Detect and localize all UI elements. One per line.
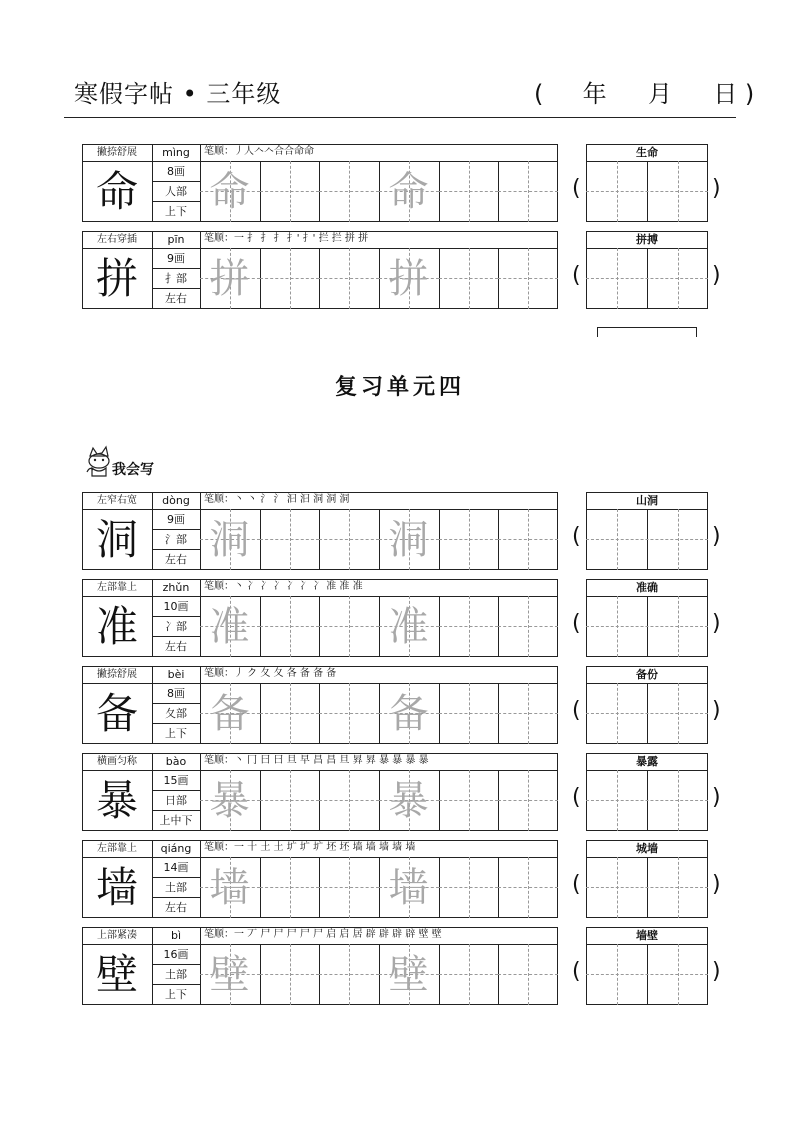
date-close-paren: )	[744, 80, 755, 108]
practice-word: 山洞	[636, 494, 658, 507]
strokes-label: 笔顺：	[204, 668, 234, 679]
paren-open: (	[572, 263, 581, 288]
radical: 夂部	[165, 707, 187, 720]
paren-open: (	[572, 872, 581, 897]
model-character: 备	[95, 689, 138, 738]
stroke-count: 14画	[163, 861, 189, 874]
practice-word: 生命	[636, 146, 658, 159]
radical: 日部	[165, 794, 187, 807]
radical: 氵部	[165, 533, 187, 546]
pinyin: qiáng	[160, 842, 192, 855]
model-character: 准	[95, 602, 138, 651]
trace-character: 壁	[209, 952, 250, 998]
strokes-label: 笔顺：	[204, 233, 234, 244]
stroke-count: 15画	[163, 774, 189, 787]
practice-word: 准确	[636, 581, 658, 594]
trace-character: 命	[388, 169, 429, 215]
stroke-order: 一 丆 尸 尸 尸 尸 尸 启 启 居 辟 辟 辟 辟 壁 壁	[234, 929, 442, 940]
structure: 左右	[165, 553, 187, 566]
stroke-count: 8画	[167, 687, 185, 700]
strokes-label: 笔顺：	[204, 146, 234, 157]
trace-character: 暴	[388, 778, 429, 824]
model-character: 拼	[95, 254, 138, 303]
practice-row	[82, 840, 722, 918]
trace-character: 备	[388, 691, 429, 737]
pinyin: pīn	[167, 233, 185, 246]
writing-tip: 撇捺舒展	[97, 147, 137, 158]
strokes-label: 笔顺：	[204, 494, 234, 505]
pinyin: bì	[170, 929, 182, 942]
paren-close: )	[712, 524, 721, 549]
trace-character: 洞	[209, 517, 250, 563]
stroke-count: 16画	[163, 948, 189, 961]
trace-character: 墙	[388, 865, 429, 911]
stroke-order: 丿 ク 夂 夂 各 备 备 备	[234, 668, 337, 679]
structure: 左右	[165, 901, 187, 914]
paren-open: (	[572, 524, 581, 549]
stroke-count: 8画	[167, 165, 185, 178]
paren-close: )	[712, 872, 721, 897]
structure: 左右	[165, 640, 187, 653]
write-section-label: 我会写	[112, 462, 154, 478]
paren-open: (	[572, 176, 581, 201]
structure: 上中下	[159, 814, 193, 827]
trace-character: 命	[209, 169, 250, 215]
practice-row	[82, 666, 722, 744]
paren-open: (	[572, 785, 581, 810]
pinyin: dòng	[162, 494, 190, 507]
strokes-label: 笔顺：	[204, 755, 234, 766]
writing-tip: 左窄右宽	[97, 495, 137, 506]
practice-row	[82, 927, 722, 1005]
practice-row	[82, 492, 722, 570]
model-character: 命	[95, 167, 138, 216]
model-character: 墙	[95, 863, 138, 912]
paren-open: (	[572, 698, 581, 723]
section-title: 复习单元四	[334, 374, 465, 400]
stroke-count: 9画	[167, 513, 185, 526]
practice-word: 暴露	[636, 755, 658, 768]
radical: 冫部	[165, 620, 187, 633]
structure: 左右	[165, 292, 187, 305]
paren-open: (	[572, 959, 581, 984]
radical: 人部	[165, 185, 187, 198]
stroke-order: 丶 冂 曰 曰 旦 早 昌 昌 旦 昪 昪 暴 暴 暴 暴	[234, 755, 429, 766]
writing-tip: 撇捺舒展	[97, 669, 137, 680]
page-title: 寒假字帖 • 三年级	[74, 80, 282, 108]
practice-row	[82, 231, 722, 309]
practice-row	[82, 579, 722, 657]
cat-mascot-icon	[84, 444, 114, 478]
date-month-label: 月	[647, 80, 672, 108]
tab-marker	[597, 327, 697, 337]
writing-tip: 左右穿插	[97, 234, 137, 245]
trace-character: 拼	[388, 256, 429, 302]
pinyin: bèi	[167, 668, 185, 681]
stroke-count: 9画	[167, 252, 185, 265]
trace-character: 拼	[209, 256, 250, 302]
header-divider	[64, 117, 736, 118]
practice-word: 城墙	[636, 842, 658, 855]
structure: 上下	[165, 727, 187, 740]
paren-close: )	[712, 176, 721, 201]
stroke-order: 一 扌 扌 扌 扌' 扌' 拦 拦 拼 拼	[234, 233, 369, 244]
writing-tip: 横画匀称	[97, 756, 137, 767]
trace-character: 壁	[388, 952, 429, 998]
model-character: 暴	[95, 776, 138, 825]
date-day-label: 日	[713, 80, 738, 108]
trace-character: 备	[209, 691, 250, 737]
date-year-label: 年	[582, 80, 607, 108]
paren-close: )	[712, 611, 721, 636]
stroke-count: 10画	[163, 600, 189, 613]
radical: 土部	[165, 968, 187, 981]
practice-row	[82, 144, 722, 222]
model-character: 洞	[95, 515, 138, 564]
paren-close: )	[712, 263, 721, 288]
writing-tip: 左部靠上	[97, 843, 137, 854]
paren-close: )	[712, 959, 721, 984]
structure: 上下	[165, 205, 187, 218]
stroke-order: 丶 冫 冫 冫 冫 冫 冫 准 准 准	[234, 581, 363, 592]
practice-row	[82, 753, 722, 831]
stroke-order: 丶 丶 氵 氵 汩 汩 洞 洞 洞	[234, 494, 350, 505]
pinyin: zhǔn	[162, 581, 190, 594]
stroke-order: 丿人𠆢𠆢合合命命	[234, 146, 314, 157]
radical: 土部	[165, 881, 187, 894]
date-open-paren: (	[534, 80, 544, 108]
structure: 上下	[165, 988, 187, 1001]
practice-word: 拼搏	[636, 233, 658, 246]
date-field	[534, 74, 754, 109]
writing-tip: 左部靠上	[97, 582, 137, 593]
paren-open: (	[572, 611, 581, 636]
trace-character: 准	[209, 604, 250, 650]
radical: 扌部	[165, 272, 187, 285]
stroke-order: 一 十 土 土 圹 圹 圹 坯 坯 墙 墙 墙 墙 墙	[234, 842, 416, 853]
trace-character: 洞	[388, 517, 429, 563]
writing-tip: 上部紧凑	[97, 930, 137, 941]
pinyin: bào	[165, 755, 187, 768]
trace-character: 暴	[209, 778, 250, 824]
model-character: 壁	[95, 950, 138, 999]
strokes-label: 笔顺：	[204, 842, 234, 853]
strokes-label: 笔顺：	[204, 581, 234, 592]
practice-word: 墙壁	[636, 929, 658, 942]
practice-word: 备份	[636, 668, 658, 681]
paren-close: )	[712, 698, 721, 723]
paren-close: )	[712, 785, 721, 810]
trace-character: 墙	[209, 865, 250, 911]
strokes-label: 笔顺：	[204, 929, 234, 940]
trace-character: 准	[388, 604, 429, 650]
pinyin: mìng	[162, 146, 190, 159]
